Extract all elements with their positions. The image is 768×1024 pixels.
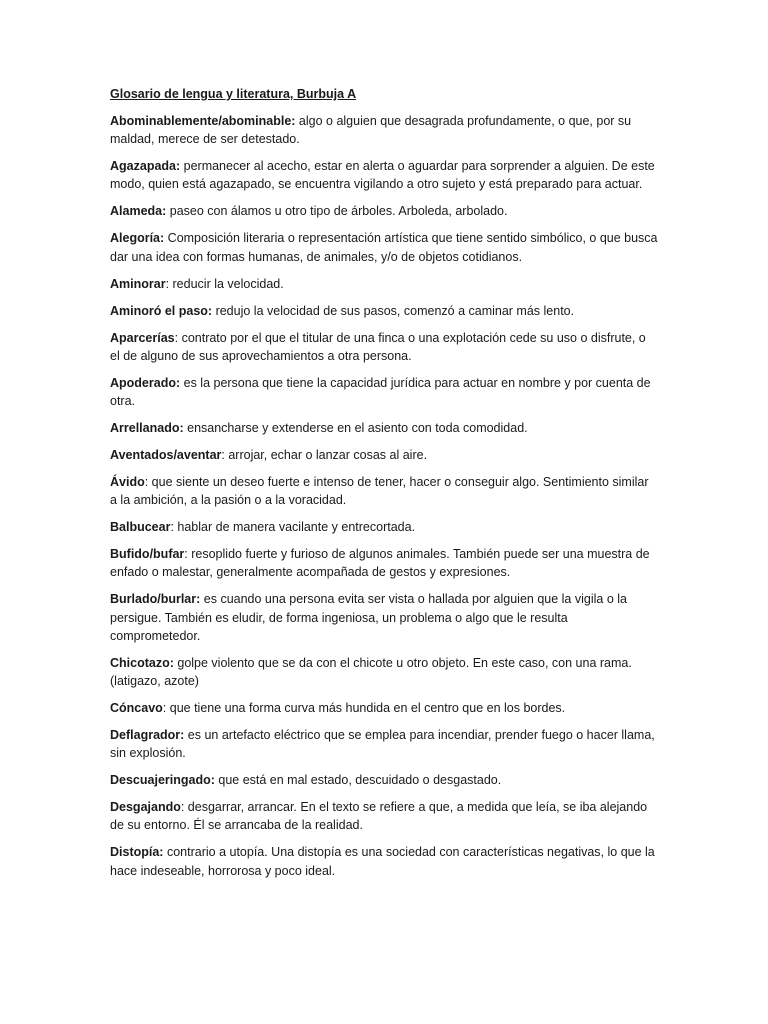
glossary-entry — [110, 654, 658, 690]
glossary-entry — [110, 699, 658, 717]
glossary-entry — [110, 771, 658, 789]
entry-term: Alameda: — [110, 204, 167, 219]
entry-term: Ávido — [110, 475, 145, 490]
glossary-entry — [110, 302, 658, 320]
entry-definition: es la persona que tiene la capacidad jurídica para actuar en nombre y por cuenta de otra. — [110, 375, 651, 409]
entry-definition: ensancharse y extenderse en el asiento con toda comodidad. — [183, 421, 528, 436]
entry-term: Aminorar — [110, 276, 166, 291]
document-title: Glosario de lengua y literatura, Burbuja A — [110, 87, 357, 101]
entry-definition: : contrato por el que el titular de una finca o una explotación cede su uso o disfrute, o el de alguno de sus aprovechamientos a otra persona. — [110, 330, 646, 363]
entry-definition: Composición literaria o representación artística que tiene sentido simbólico, o que busca dar una idea con formas humanas, de animales, y/o de objetos cotidianos. — [110, 231, 658, 264]
glossary-entry — [110, 419, 658, 437]
entry-definition: : hablar de manera vacilante y entrecortada. — [170, 520, 416, 535]
glossary-entry — [110, 518, 658, 536]
entry-definition: es cuando una persona evita ser vista o hallada por alguien que la vigila o la persigue. También es eludir, de forma ingeniosa, un problema o algo que le resulta comprometedor. — [110, 592, 627, 643]
glossary-entry — [110, 374, 658, 410]
entry-term: Chicotazo: — [110, 655, 174, 670]
entry-definition: contrario a utopía. Una distopía es una sociedad con características negativas, lo que la hace indeseable, horrorosa y poco ideal. — [110, 845, 655, 878]
entry-term: Abominablemente/abominable: — [110, 114, 296, 128]
entry-term: Arrellanado: — [110, 421, 184, 436]
entry-definition: redujo la velocidad de sus pasos, comenzó a caminar más lento. — [212, 303, 575, 318]
glossary-entry — [110, 229, 658, 265]
entry-definition: que está en mal estado, descuidado o desgastado. — [214, 773, 502, 788]
entry-term: Apoderado: — [110, 375, 181, 390]
entry-term: Cóncavo — [110, 701, 163, 716]
entry-definition: : que tiene una forma curva más hundida en el centro que en los bordes. — [162, 701, 566, 716]
glossary-entry — [110, 446, 658, 464]
entry-definition: : que siente un deseo fuerte e intenso de tener, hacer o conseguir algo. Sentimiento similar a la ambición, a la pasión o a la voracidad. — [110, 475, 649, 508]
entry-term: Descuajeringado: — [110, 773, 215, 788]
glossary-entry — [110, 275, 658, 293]
entry-term: Distopía: — [110, 845, 164, 860]
entry-definition: paseo con álamos u otro tipo de árboles. Arboleda, arbolado. — [166, 204, 508, 219]
entry-term: Desgajando — [110, 800, 181, 815]
entry-term: Aventados/aventar — [110, 448, 222, 463]
entry-term: Agazapada: — [110, 159, 181, 174]
entry-term: Balbucear — [110, 520, 171, 535]
entry-definition: : reducir la velocidad. — [165, 276, 284, 291]
document-page — [110, 85, 658, 889]
glossary-entry — [110, 329, 658, 365]
glossary-entry — [110, 473, 658, 509]
entry-definition: : desgarrar, arrancar. En el texto se refiere a que, a medida que leía, se iba alejando de su entorno. Él se arrancaba de la realidad. — [110, 800, 648, 833]
entry-term: Aminoró el paso: — [110, 303, 213, 318]
entry-definition: algo o alguien que desagrada profundamente, o que, por su maldad, merece de ser detestado. — [110, 114, 632, 147]
entry-definition: : arrojar, echar o lanzar cosas al aire. — [221, 448, 428, 463]
glossary-entry — [110, 202, 658, 220]
glossary-entry — [110, 843, 658, 879]
entry-term: Aparcerías — [110, 330, 175, 345]
glossary-entry — [110, 798, 658, 834]
entry-term: Alegoría: — [110, 231, 165, 246]
glossary-entry — [110, 726, 658, 762]
entry-definition: permanecer al acecho, estar en alerta o aguardar para sorprender a alguien. De este modo, quien está agazapado, se encuentra vigilando a otro sujeto y está preparado para actuar. — [110, 159, 655, 192]
entry-term: Deflagrador: — [110, 728, 185, 743]
entry-term: Bufido/bufar — [110, 547, 185, 562]
glossary-entry — [110, 112, 658, 148]
entry-definition: : resoplido fuerte y furioso de algunos animales. También puede ser una muestra de enfado o malestar, generalmente acompañada de gestos y expresiones. — [110, 547, 650, 580]
entry-term: Burlado/burlar: — [110, 592, 201, 607]
glossary-entry — [110, 545, 658, 581]
entry-definition: es un artefacto eléctrico que se emplea para incendiar, prender fuego o hacer llama, sin explosión. — [110, 728, 655, 761]
glossary-entry — [110, 590, 658, 645]
glossary-entry — [110, 157, 658, 193]
entry-definition: golpe violento que se da con el chicote u otro objeto. En este caso, con una rama. (latigazo, azote) — [110, 655, 632, 689]
